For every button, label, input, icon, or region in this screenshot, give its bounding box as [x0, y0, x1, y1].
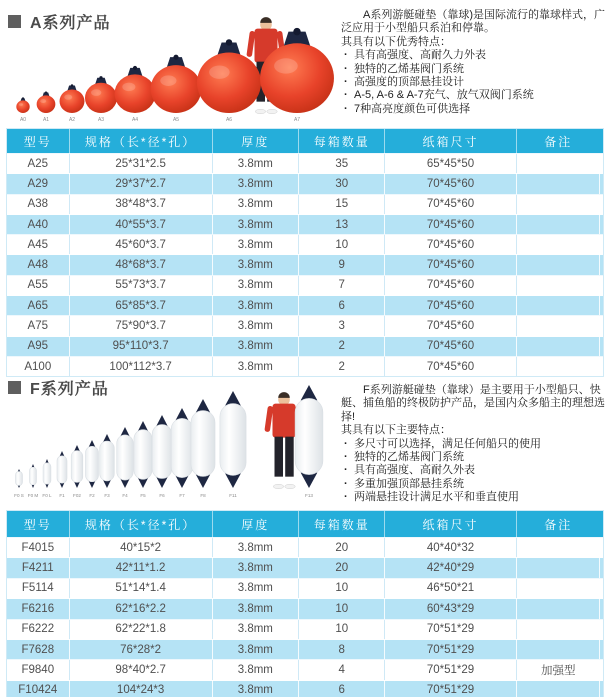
- fender-label: F0 S: [14, 493, 24, 498]
- table-row: [7, 173, 603, 193]
- a-series-buoy: [151, 55, 202, 123]
- table-cell: 3.8mm: [213, 620, 299, 639]
- fender-label: F1: [59, 493, 65, 498]
- table-cell: A38: [7, 195, 70, 214]
- table-cell: 10: [299, 579, 385, 598]
- table-cell: A55: [7, 276, 70, 295]
- table-cell: 42*11*1.2: [70, 558, 213, 577]
- table-cell: 7: [299, 276, 385, 295]
- fender-label: F11: [229, 493, 237, 498]
- fender-label: F02: [73, 493, 81, 498]
- table-row: [7, 356, 603, 376]
- table-cell: 70*51*29: [385, 681, 516, 697]
- table-cell: 3.8mm: [213, 154, 299, 173]
- a-series-buoy: [85, 76, 117, 123]
- table-row: [7, 598, 603, 618]
- table-cell: 29*37*2.7: [70, 174, 213, 193]
- table-cell: 3: [299, 316, 385, 335]
- table-cell: A48: [7, 255, 70, 274]
- table-row: [7, 275, 603, 295]
- table-cell: [517, 296, 600, 315]
- table-cell: [517, 681, 600, 697]
- table-cell: F4211: [7, 558, 70, 577]
- table-cell: 70*51*29: [385, 660, 516, 679]
- table-cell: 13: [299, 215, 385, 234]
- table-cell: 60*43*29: [385, 599, 516, 618]
- table-cell: 75*90*3.7: [70, 316, 213, 335]
- table-row: [7, 680, 603, 697]
- table-cell: [517, 154, 600, 173]
- fender-label: F0 M: [27, 493, 39, 498]
- column-header: 纸箱尺寸: [385, 511, 516, 537]
- table-cell: 3.8mm: [213, 640, 299, 659]
- table-cell: [517, 235, 600, 254]
- f-series-fender: [191, 399, 215, 498]
- f-series-fender: [134, 421, 152, 498]
- f-series-fender: [14, 469, 24, 498]
- f-series-fender: [152, 415, 172, 498]
- table-cell: 3.8mm: [213, 660, 299, 679]
- table-row: [7, 336, 603, 356]
- table-row: [7, 659, 603, 679]
- table-cell: 70*45*60: [385, 174, 516, 193]
- table-cell: [517, 276, 600, 295]
- f-series-fender: [220, 391, 246, 498]
- fender-label: F5: [140, 493, 146, 498]
- fender-label: F8: [200, 493, 206, 498]
- table-cell: 4: [299, 660, 385, 679]
- f-series-fender: [71, 445, 83, 498]
- f-series-description: [341, 384, 605, 505]
- table-cell: 2: [299, 357, 385, 376]
- table-cell: 20: [299, 538, 385, 557]
- feature-item: · 独特的乙烯基阀门系统: [341, 63, 605, 76]
- table-cell: A65: [7, 296, 70, 315]
- table-cell: A95: [7, 337, 70, 356]
- f-series-features-heading: 其具有以下主要特点：: [341, 424, 451, 437]
- table-row: [7, 254, 603, 274]
- fender-label: F3: [104, 493, 110, 498]
- table-cell: 35: [299, 154, 385, 173]
- table-cell: 25*31*2.5: [70, 154, 213, 173]
- table-cell: 104*24*3: [70, 681, 213, 697]
- table-cell: F9840: [7, 660, 70, 679]
- table-cell: [517, 558, 600, 577]
- f-series-fender: [100, 434, 115, 498]
- table-row: [7, 537, 603, 557]
- column-header: 厚度: [213, 129, 299, 153]
- table-cell: 62*16*2.2: [70, 599, 213, 618]
- table-row: [7, 315, 603, 335]
- table-cell: [517, 195, 600, 214]
- table-cell: 3.8mm: [213, 296, 299, 315]
- table-cell: 40*55*3.7: [70, 215, 213, 234]
- a-series-feature-list: [341, 49, 605, 116]
- table-cell: 65*45*50: [385, 154, 516, 173]
- table-row: [7, 578, 603, 598]
- table-cell: 70*45*60: [385, 195, 516, 214]
- feature-item: · 具有高强度、高耐久外表: [341, 464, 605, 477]
- feature-item: · 多尺寸可以选择，满足任何船只的使用: [341, 438, 605, 451]
- column-header: 规格（长*径*孔）: [70, 511, 213, 537]
- column-header: 纸箱尺寸: [385, 129, 516, 153]
- table-cell: [517, 620, 600, 639]
- a-series-features-heading: 其具有以下优秀特点：: [341, 35, 451, 48]
- table-cell: 3.8mm: [213, 316, 299, 335]
- table-cell: 95*110*3.7: [70, 337, 213, 356]
- f-series-fender: [57, 451, 67, 498]
- fender-label: F0 L: [42, 493, 52, 498]
- buoy-label: A6: [225, 117, 233, 123]
- a-series-buoy: [37, 91, 56, 123]
- buoy-label: A5: [172, 117, 180, 123]
- table-cell: 加强型: [541, 665, 576, 678]
- table-cell: [517, 579, 600, 598]
- buoy-label: A0: [19, 117, 27, 123]
- table-cell: 65*85*3.7: [70, 296, 213, 315]
- table-cell: 15: [299, 195, 385, 214]
- table-row: [7, 194, 603, 214]
- table-cell: 3.8mm: [213, 558, 299, 577]
- table-cell: F6222: [7, 620, 70, 639]
- column-header: 型号: [7, 511, 70, 537]
- table-cell: 3.8mm: [213, 235, 299, 254]
- table-cell: 3.8mm: [213, 599, 299, 618]
- table-cell: 30: [299, 174, 385, 193]
- table-cell: 46*50*21: [385, 579, 516, 598]
- a-series-description: [341, 9, 605, 116]
- table-cell: [517, 640, 600, 659]
- table-cell: 70*45*60: [385, 215, 516, 234]
- table-cell: 6: [299, 296, 385, 315]
- table-cell: [517, 316, 600, 335]
- table-cell: [517, 599, 600, 618]
- column-header: 每箱数量: [299, 511, 385, 537]
- feature-item: · 具有高强度、高耐久力外表: [341, 49, 605, 62]
- column-header: 规格（长*径*孔）: [70, 129, 213, 153]
- table-cell: 3.8mm: [213, 579, 299, 598]
- buoy-label: A3: [97, 117, 105, 123]
- table-cell: F7628: [7, 640, 70, 659]
- table-cell: 10: [299, 599, 385, 618]
- feature-item: · 高强度的顶部悬挂设计: [341, 76, 605, 89]
- table-row: [7, 619, 603, 639]
- column-header: 备注: [544, 517, 573, 532]
- feature-item: · 两端悬挂设计满足水平和垂直使用: [341, 491, 605, 504]
- table-cell: 3.8mm: [213, 195, 299, 214]
- table-cell: [517, 215, 600, 234]
- feature-item: · 多重加强顶部悬挂系统: [341, 478, 605, 491]
- f-series-fender: [28, 464, 39, 498]
- fender-label: F13: [305, 493, 313, 498]
- table-cell: 6: [299, 681, 385, 697]
- column-header: 每箱数量: [299, 129, 385, 153]
- fender-label: F6: [159, 493, 165, 498]
- table-cell: 10: [299, 235, 385, 254]
- table-cell: 3.8mm: [213, 357, 299, 376]
- table-row: [7, 557, 603, 577]
- table-row: [7, 153, 603, 173]
- table-cell: 3.8mm: [213, 337, 299, 356]
- f-series-feature-list: [341, 438, 605, 505]
- table-cell: A75: [7, 316, 70, 335]
- table-row: [7, 639, 603, 659]
- table-cell: 3.8mm: [213, 215, 299, 234]
- f-series-fender: [171, 408, 193, 498]
- section-title-text: F系列产品: [30, 381, 109, 398]
- a-series-buoy: [16, 97, 29, 123]
- table-cell: 70*45*60: [385, 296, 516, 315]
- a-series-product-photo: [4, 8, 338, 126]
- table-row: [7, 295, 603, 315]
- table-row: [7, 234, 603, 254]
- table-cell: A100: [7, 357, 70, 376]
- table-cell: A29: [7, 174, 70, 193]
- a-series-buoy: [115, 66, 156, 123]
- table-cell: [517, 174, 600, 193]
- table-cell: [517, 255, 600, 274]
- table-cell: 42*40*29: [385, 558, 516, 577]
- table-cell: [517, 337, 600, 356]
- a-series-buoy: [60, 84, 85, 123]
- table-cell: F10424: [7, 681, 70, 697]
- table-cell: 8: [299, 640, 385, 659]
- table-cell: 70*45*60: [385, 337, 516, 356]
- table-cell: 76*28*2: [70, 640, 213, 659]
- table-cell: F6216: [7, 599, 70, 618]
- table-cell: 48*68*3.7: [70, 255, 213, 274]
- table-cell: 9: [299, 255, 385, 274]
- buoy-label: A4: [131, 117, 139, 123]
- feature-item: · 独特的乙烯基阀门系统: [341, 451, 605, 464]
- f-series-spec-table: [6, 510, 604, 697]
- fender-label: F7: [179, 493, 185, 498]
- table-cell: 55*73*3.7: [70, 276, 213, 295]
- table-cell: 45*60*3.7: [70, 235, 213, 254]
- buoy-label: A1: [42, 117, 50, 123]
- column-header: 备注: [544, 134, 573, 149]
- table-cell: 70*51*29: [385, 640, 516, 659]
- table-cell: 3.8mm: [213, 681, 299, 697]
- f-series-fender: [86, 440, 99, 498]
- a-series-intro: A系列游艇碰垫（靠球)是国际流行的靠球样式，广泛应用于小型船只系泊和停靠。: [341, 9, 605, 35]
- f-series-fender: [117, 427, 133, 498]
- table-cell: 51*14*1.4: [70, 579, 213, 598]
- table-cell: F5114: [7, 579, 70, 598]
- table-cell: 70*45*60: [385, 235, 516, 254]
- table-cell: 70*45*60: [385, 357, 516, 376]
- buoy-label: A2: [68, 117, 76, 123]
- f-series-product-photo: [4, 380, 340, 506]
- f-series-fender: [295, 385, 323, 498]
- a-series-spec-table: [6, 128, 604, 377]
- table-cell: 62*22*1.8: [70, 620, 213, 639]
- feature-item: · 7种高亮度颜色可供选择: [341, 103, 605, 116]
- table-cell: 100*112*3.7: [70, 357, 213, 376]
- table-cell: [517, 357, 600, 376]
- f-series-intro: F系列游艇碰垫（靠球）是主要用于小型船只、快艇、捕鱼船的终极防护产品，是国内众多船主的理想选择!: [341, 384, 605, 423]
- table-cell: 10: [299, 620, 385, 639]
- table-cell: 70*51*29: [385, 620, 516, 639]
- table-cell: 38*48*3.7: [70, 195, 213, 214]
- table-header-row: [7, 511, 603, 537]
- table-cell: F4015: [7, 538, 70, 557]
- table-cell: [517, 538, 600, 557]
- table-cell: A25: [7, 154, 70, 173]
- feature-item: · A-5, A-6 & A-7充气、放气双阀门系统: [341, 89, 605, 102]
- table-cell: 3.8mm: [213, 276, 299, 295]
- table-cell: 70*45*60: [385, 255, 516, 274]
- table-cell: 3.8mm: [213, 538, 299, 557]
- table-cell: 3.8mm: [213, 255, 299, 274]
- f-series-fender: [42, 459, 52, 498]
- table-cell: A45: [7, 235, 70, 254]
- table-cell: 2: [299, 337, 385, 356]
- table-cell: 3.8mm: [213, 174, 299, 193]
- table-cell: 98*40*2.7: [70, 660, 213, 679]
- column-header: 厚度: [213, 511, 299, 537]
- table-cell: 40*15*2: [70, 538, 213, 557]
- table-cell: 70*45*60: [385, 316, 516, 335]
- column-header: 型号: [7, 129, 70, 153]
- fender-label: F4: [122, 493, 128, 498]
- table-header-row: [7, 129, 603, 153]
- table-cell: A40: [7, 215, 70, 234]
- fender-label: F2: [89, 493, 95, 498]
- table-cell: 40*40*32: [385, 538, 516, 557]
- table-cell: 20: [299, 558, 385, 577]
- section-title-text: A系列产品: [30, 15, 111, 32]
- buoy-label: A7: [293, 117, 301, 123]
- table-row: [7, 214, 603, 234]
- table-cell: 70*45*60: [385, 276, 516, 295]
